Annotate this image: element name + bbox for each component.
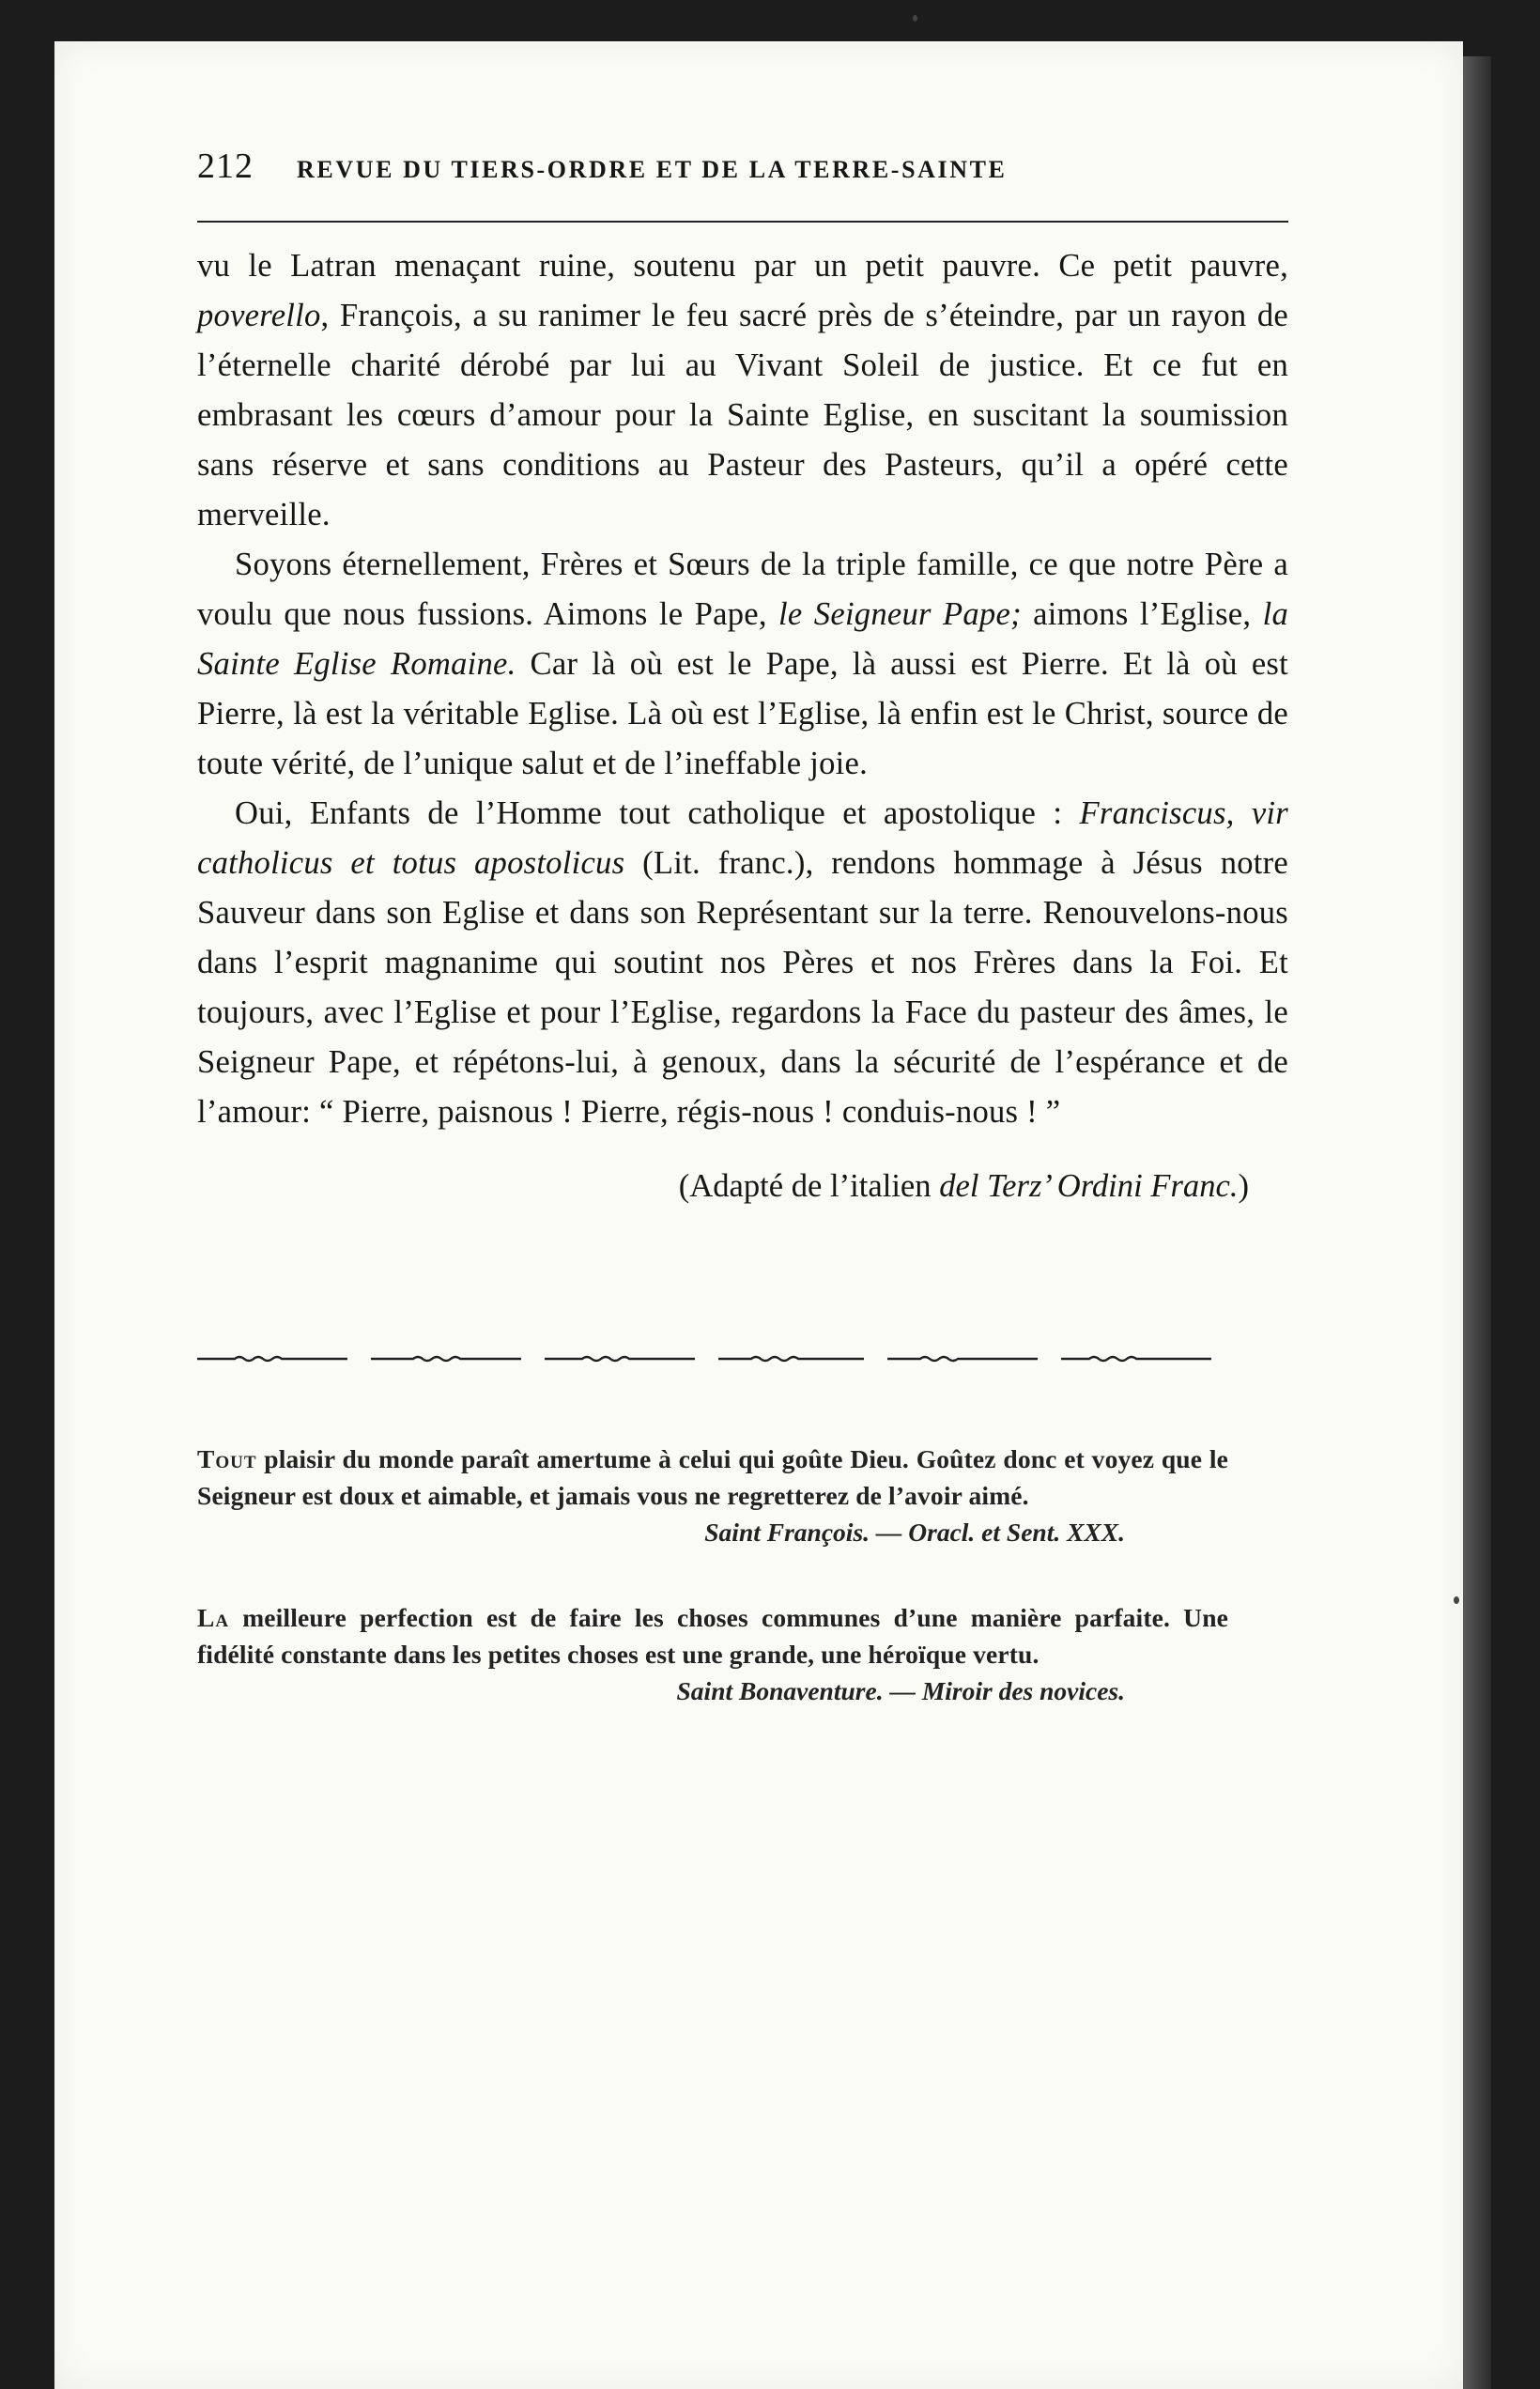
spacer [197, 1550, 1288, 1599]
paragraph-text: vu le Latran menaçant ruine, soutenu par un petit pauvre. Ce petit pauvre, [197, 248, 1288, 284]
quote-source: Saint François. — Oracl. et Sent. XXX. [704, 1518, 1125, 1547]
quote-text [197, 1441, 1228, 1514]
paragraph-text: Car là où est le Pape, là aussi est Pierre. Et là où est Pierre, là est la véritable Eglise. Là où est l’Eglise, là enfin est le Christ, source de toute vérité, de l’unique salut et de l’ineffable joie. [197, 646, 1288, 781]
italic-term: poverello [197, 298, 321, 333]
quote-text [197, 1599, 1228, 1672]
paragraph-text: aimons l’Eglise, [1021, 596, 1263, 632]
attribution-text: (Adapté de l’italien [678, 1168, 940, 1204]
page-edge-shadow [1463, 56, 1491, 2389]
article-body [197, 241, 1288, 1211]
wavy-rule-divider [197, 1352, 1211, 1365]
italic-term: la Sainte Eglise Romaine. [197, 596, 1288, 682]
quote-block [197, 1599, 1228, 1709]
quote-source: Saint Bonaventure. — Miroir des novices. [676, 1676, 1125, 1705]
paragraph-2 [197, 540, 1288, 789]
running-title: REVUE DU TIERS-ORDRE ET DE LA TERRE-SAINTE [297, 156, 1008, 183]
attribution-text: ) [1238, 1168, 1249, 1204]
dust-speck [1454, 1596, 1459, 1604]
page-number: 212 [197, 146, 254, 186]
quotations-section [197, 1441, 1288, 1709]
italic-quote: Franciscus, vir catholicus et totus apostolicus [197, 795, 1288, 881]
page-content [197, 146, 1288, 1709]
source-attribution [197, 1162, 1288, 1211]
attribution-source: del Terz’ Ordini Franc. [939, 1168, 1239, 1204]
paragraph-text: (Lit. franc.), rendons hommage à Jésus notre Sauveur dans son Eglise et dans son Représentant sur la terre. Renouvelons-nous dans l’esprit magnanime qui soutint nos Pères et nos Frères dans la Foi. Et toujours, avec l’Eglise et pour l’Eglise, regardons la Face du pasteur des âmes, le Seigneur Pape, et répétons-lui, à genoux, dans la sécurité de l’espérance et de l’amour: “ Pierre, paisnous ! Pierre, régis-nous ! conduis-nous ! ” [197, 845, 1288, 1130]
header-rule [197, 221, 1288, 223]
quote-lead-word: La [197, 1603, 230, 1632]
quote-lead-word: Tout [197, 1444, 257, 1473]
quote-block [197, 1441, 1228, 1550]
italic-term: le Seigneur Pape; [778, 596, 1022, 632]
paragraph-text: , François, a su ranimer le feu sacré près de s’éteindre, par un rayon de l’éternelle charité dérobé par lui au Vivant Soleil de justice. Et ce fut en embrasant les cœurs d’amour pour la Sainte Eglise, en suscitant la soumission sans réserve et sans conditions au Pasteur des Pasteurs, qu’il a opéré cette merveille. [197, 298, 1288, 532]
paragraph-text: Oui, Enfants de l’Homme tout catholique et apostolique : [235, 795, 1080, 831]
paragraph-text: Soyons éternellement, Frères et Sœurs de la triple famille, ce que notre Père a voulu que nous fussions. Aimons le Pape, [197, 547, 1288, 632]
quote-body: plaisir du monde paraît amertume à celui qui goûte Dieu. Goûtez donc et voyez que le Seigneur est doux et aimable, et jamais vous ne regretterez de l’avoir aimé. [197, 1444, 1228, 1510]
paragraph-1 [197, 241, 1288, 540]
running-header [197, 146, 1288, 221]
paragraph-3 [197, 789, 1288, 1137]
dust-speck [913, 15, 917, 22]
quote-body: meilleure perfection est de faire les choses communes d’une manière parfaite. Une fidélité constante dans les petites choses est une grande, une héroïque vertu. [197, 1603, 1228, 1669]
